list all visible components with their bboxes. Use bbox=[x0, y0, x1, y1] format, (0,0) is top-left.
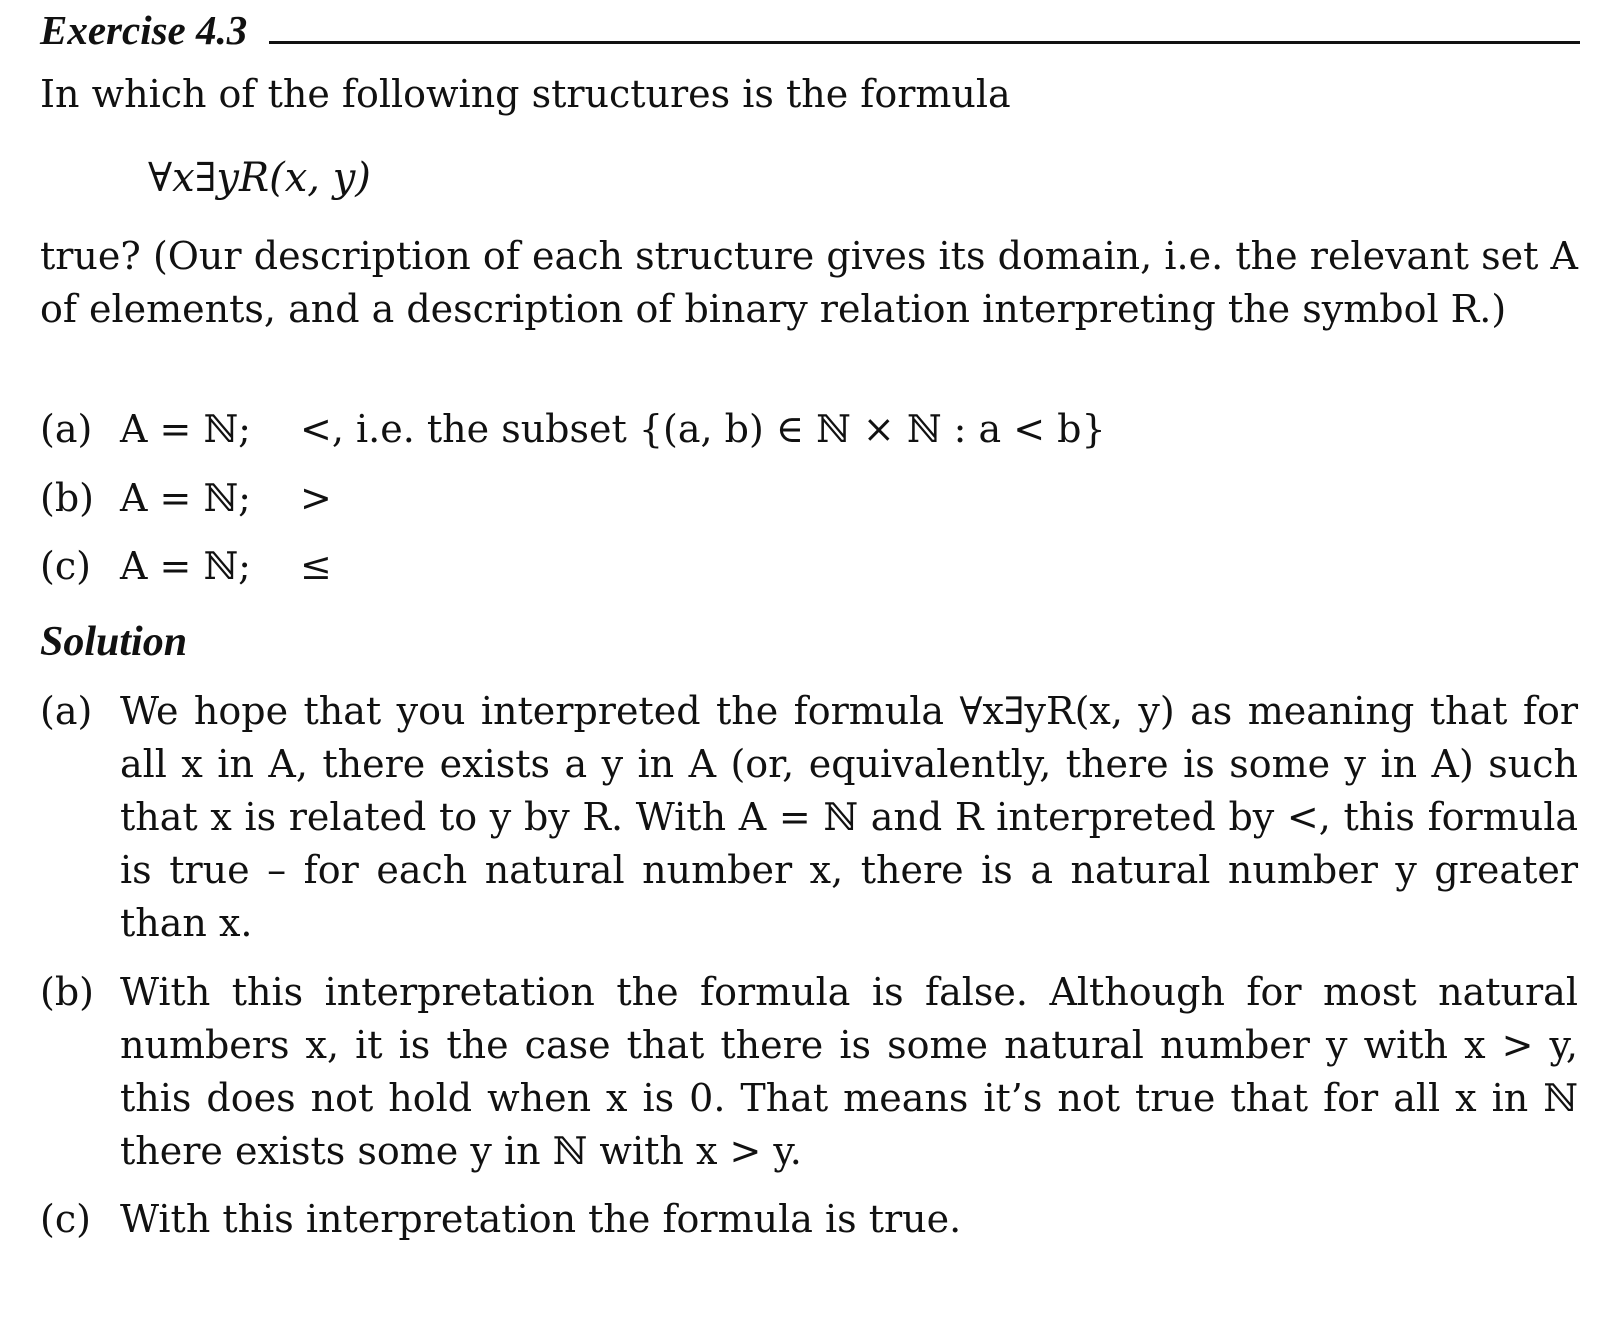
solution-title: Solution bbox=[40, 619, 188, 665]
option-b bbox=[40, 472, 332, 525]
header-rule bbox=[269, 41, 1580, 44]
option-relation: > bbox=[300, 476, 332, 520]
option-label: (b) bbox=[40, 476, 94, 520]
option-relation: ≤ bbox=[300, 544, 332, 588]
solution-label: (c) bbox=[40, 1197, 91, 1241]
solution-text: With this interpretation the formula is false. Although for most natural numbers x, it is the case that there is some natural number y with x > y, this does not hold when x is 0. That means it’s not true that for all x in ℕ there exists some y in ℕ with x > y. bbox=[120, 970, 1578, 1173]
solution-item-a bbox=[40, 685, 1578, 950]
option-domain: A = ℕ; bbox=[120, 544, 251, 588]
solution-label: (a) bbox=[40, 689, 93, 733]
solution-text: With this interpretation the formula is true. bbox=[120, 1197, 962, 1241]
display-formula: ∀x∃yR(x, y) bbox=[148, 155, 371, 201]
option-label: (c) bbox=[40, 544, 91, 588]
option-relation: <, i.e. the subset {(a, b) ∈ ℕ × ℕ : a < b} bbox=[300, 407, 1106, 451]
solution-label: (b) bbox=[40, 970, 94, 1014]
option-c bbox=[40, 540, 332, 593]
solution-text: We hope that you interpreted the formula ∀x∃yR(x, y) as meaning that for all x in A, there exists a y in A (or, equivalently, there is some y in A) such that x is related to y by R. With A = ℕ and R interpreted by <, this formula is true – for each natural number x, there is a natural number y greater than x. bbox=[120, 689, 1578, 945]
question-rest: true? (Our description of each structure gives its domain, i.e. the relevant set A of elements, and a description of binary relation interpreting the symbol R.) bbox=[40, 234, 1578, 331]
exercise-title: Exercise 4.3 bbox=[40, 7, 248, 53]
question-lead: In which of the following structures is the formula bbox=[40, 72, 1011, 116]
option-domain: A = ℕ; bbox=[120, 407, 251, 451]
exercise-header bbox=[40, 2, 1580, 54]
solution-item-b bbox=[40, 966, 1578, 1178]
solution-item-c bbox=[40, 1193, 1578, 1246]
option-domain: A = ℕ; bbox=[120, 476, 251, 520]
option-a bbox=[40, 403, 1106, 456]
option-label: (a) bbox=[40, 407, 93, 451]
